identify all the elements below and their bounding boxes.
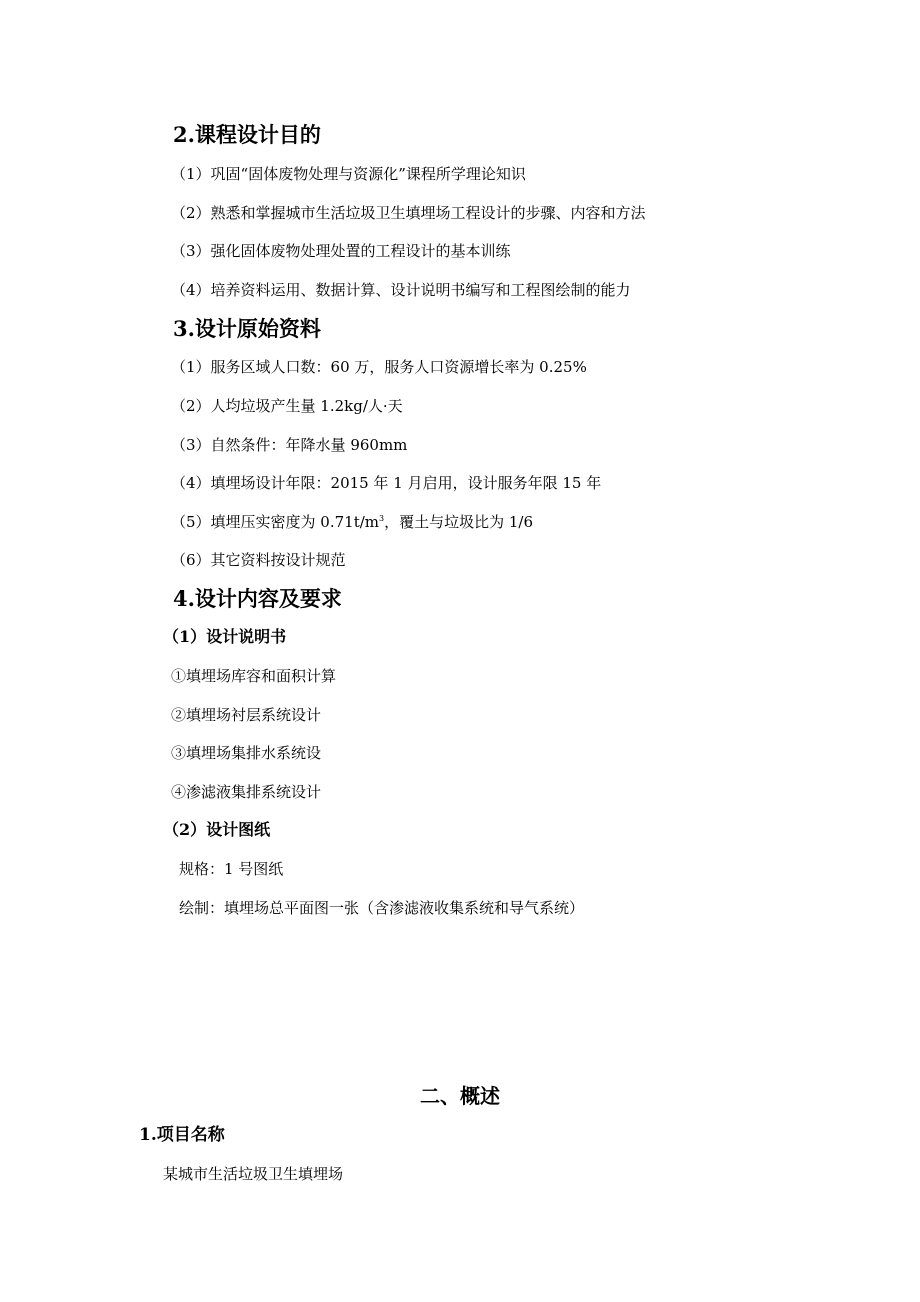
- subheading-design-manual: （1）设计说明书: [163, 627, 287, 646]
- section-heading-purpose: 2.课程设计目的: [173, 122, 321, 147]
- overview-title: 二、概述: [420, 1084, 500, 1108]
- manual-item-1: ①填埋场库容和面积计算: [171, 667, 337, 685]
- raw-data-item-4: （4）填埋场设计年限：2015 年 1 月启用，设计服务年限 15 年: [171, 474, 602, 492]
- drawing-content: 绘制：填埋场总平面图一张（含渗滤液收集系统和导气系统）: [179, 899, 585, 917]
- subheading-drawings: （2）设计图纸: [163, 820, 271, 839]
- purpose-item-4: （4）培养资料运用、数据计算、设计说明书编写和工程图绘制的能力: [171, 281, 631, 299]
- raw-data-item-5-superscript: 3: [379, 514, 385, 523]
- raw-data-item-3: （3）自然条件：年降水量 960mm: [171, 436, 408, 454]
- project-name-heading: 1.项目名称: [139, 1125, 225, 1145]
- manual-item-4: ④渗滤液集排系统设计: [171, 783, 322, 801]
- section-heading-raw-data: 3.设计原始资料: [173, 316, 321, 341]
- raw-data-item-1: （1）服务区域人口数：60 万，服务人口资源增长率为 0.25%: [171, 358, 587, 376]
- purpose-item-3: （3）强化固体废物处理处置的工程设计的基本训练: [171, 242, 511, 260]
- drawing-spec: 规格：1 号图纸: [179, 860, 284, 878]
- section-heading-requirements: 4.设计内容及要求: [173, 586, 342, 611]
- purpose-item-2: （2）熟悉和掌握城市生活垃圾卫生填埋场工程设计的步骤、内容和方法: [171, 204, 646, 222]
- raw-data-item-6: （6）其它资料按设计规范: [171, 551, 346, 569]
- raw-data-item-2: （2）人均垃圾产生量 1.2kg/人·天: [171, 397, 403, 415]
- purpose-item-1: （1）巩固“固体废物处理与资源化”课程所学理论知识: [171, 165, 526, 183]
- manual-item-2: ②填埋场衬层系统设计: [171, 706, 322, 724]
- raw-data-item-5: [171, 515, 533, 530]
- manual-item-3: ③填埋场集排水系统设: [171, 744, 322, 762]
- project-name-text: 某城市生活垃圾卫生填埋场: [163, 1165, 344, 1183]
- raw-data-item-5-text: （5）填埋压实密度为 0.71t/m: [171, 513, 380, 531]
- raw-data-item-5-text-end: ，覆土与垃圾比为 1/6: [384, 513, 534, 531]
